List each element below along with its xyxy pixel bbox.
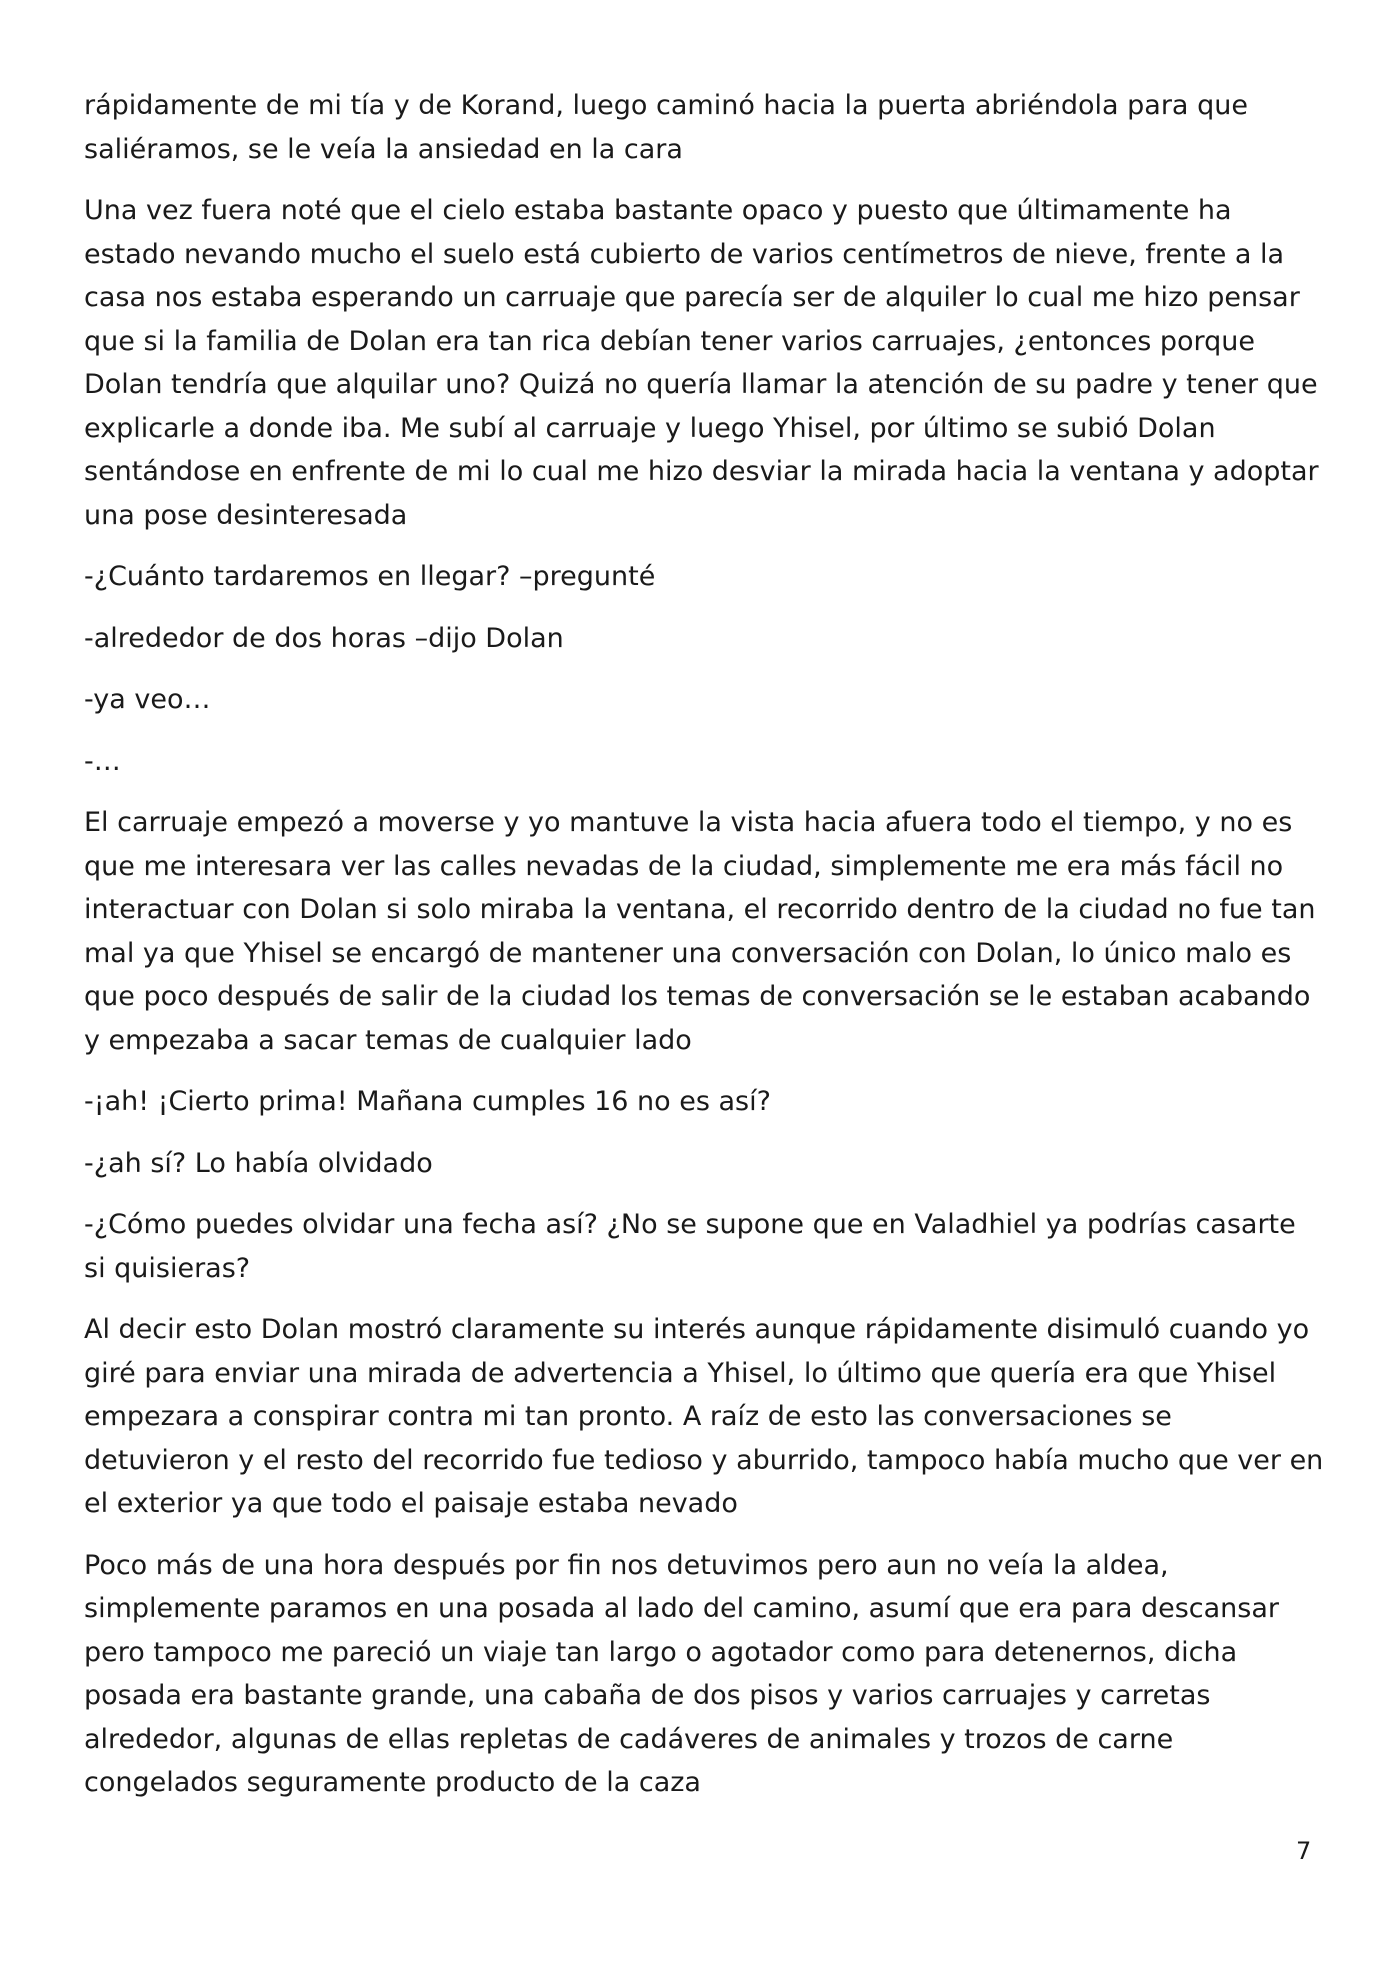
dialogue-line-6: -¿ah sí? Lo había olvidado — [84, 1147, 433, 1179]
dialogue-line-7: -¿Cómo puedes olvidar una fecha así? ¿No se supone que en Valadhiel ya podrías casarte si quisieras? — [84, 1209, 1296, 1284]
dialogue-line-5: -¡ah! ¡Cierto prima! Mañana cumples 16 no es así? — [84, 1086, 771, 1117]
paragraph-1: rápidamente de mi tía y de Korand, luego caminó hacia la puerta abriéndola para que saliéramos, se le veía la ansiedad en la cara — [84, 90, 1248, 165]
dialogue-line-2: -alrededor de dos horas –dijo Dolan — [84, 622, 564, 654]
page-number: 7 — [1296, 1837, 1312, 1865]
paragraph-5: Poco más de una hora después por fin nos detuvimos pero aun no veía la aldea, simplemente paramos en una posada al lado del camino, asumí que era para descansar pero tampoco me pareció un viaje tan largo o agotador como para detenernos, dicha posada era bastante grande, una cabaña de dos pisos y varios carruajes y carretas alrededor, algunas de ellas repletas de cadáveres de animales y trozos de carne congelados seguramente producto de la caza — [84, 1549, 1280, 1798]
dialogue-line-1: -¿Cuánto tardaremos en llegar? –pregunté — [84, 561, 656, 592]
paragraph-2: Una vez fuera noté que el cielo estaba bastante opaco y puesto que últimamente ha estado nevando mucho el suelo está cubierto de varios centímetros de nieve, frente a la casa nos estaba esperando un carruaje que parecía ser de alquiler lo cual me hizo pensar que si la familia de Dolan era tan rica debían tener varios carruajes, ¿entonces porque Dolan tendría que alquilar uno? Quizá no quería llamar la atención de su padre y tener que explicarle a donde iba. Me subí al carruaje y luego Yhisel, por último se subió Dolan sentándose en enfrente de mi lo cual me hizo desviar la mirada hacia la ventana y adoptar una pose desinteresada — [84, 195, 1319, 531]
dialogue-line-4: -… — [84, 745, 121, 777]
dialogue-line-3: -ya veo… — [84, 684, 211, 715]
paragraph-4: Al decir esto Dolan mostró claramente su interés aunque rápidamente disimuló cuando yo giré para enviar una mirada de advertencia a Yhisel, lo último que quería era que Yhisel empezara a conspirar contra mi tan pronto. A raíz de esto las conversaciones se detuvieron y el resto del recorrido fue tedioso y aburrido, tampoco había mucho que ver en el exterior ya que todo el paisaje estaba nevado — [84, 1314, 1324, 1519]
paragraph-3: El carruaje empezó a moverse y yo mantuve la vista hacia afuera todo el tiempo, y no es que me interesara ver las calles nevadas de la ciudad, simplemente me era más fácil no interactuar con Dolan si solo miraba la ventana, el recorrido dentro de la ciudad no fue tan mal ya que Yhisel se encargó de mantener una conversación con Dolan, lo único malo es que poco después de salir de la ciudad los temas de conversación se le estaban acabando y empezaba a sacar temas de cualquier lado — [84, 807, 1316, 1056]
page-body — [84, 84, 1324, 1823]
